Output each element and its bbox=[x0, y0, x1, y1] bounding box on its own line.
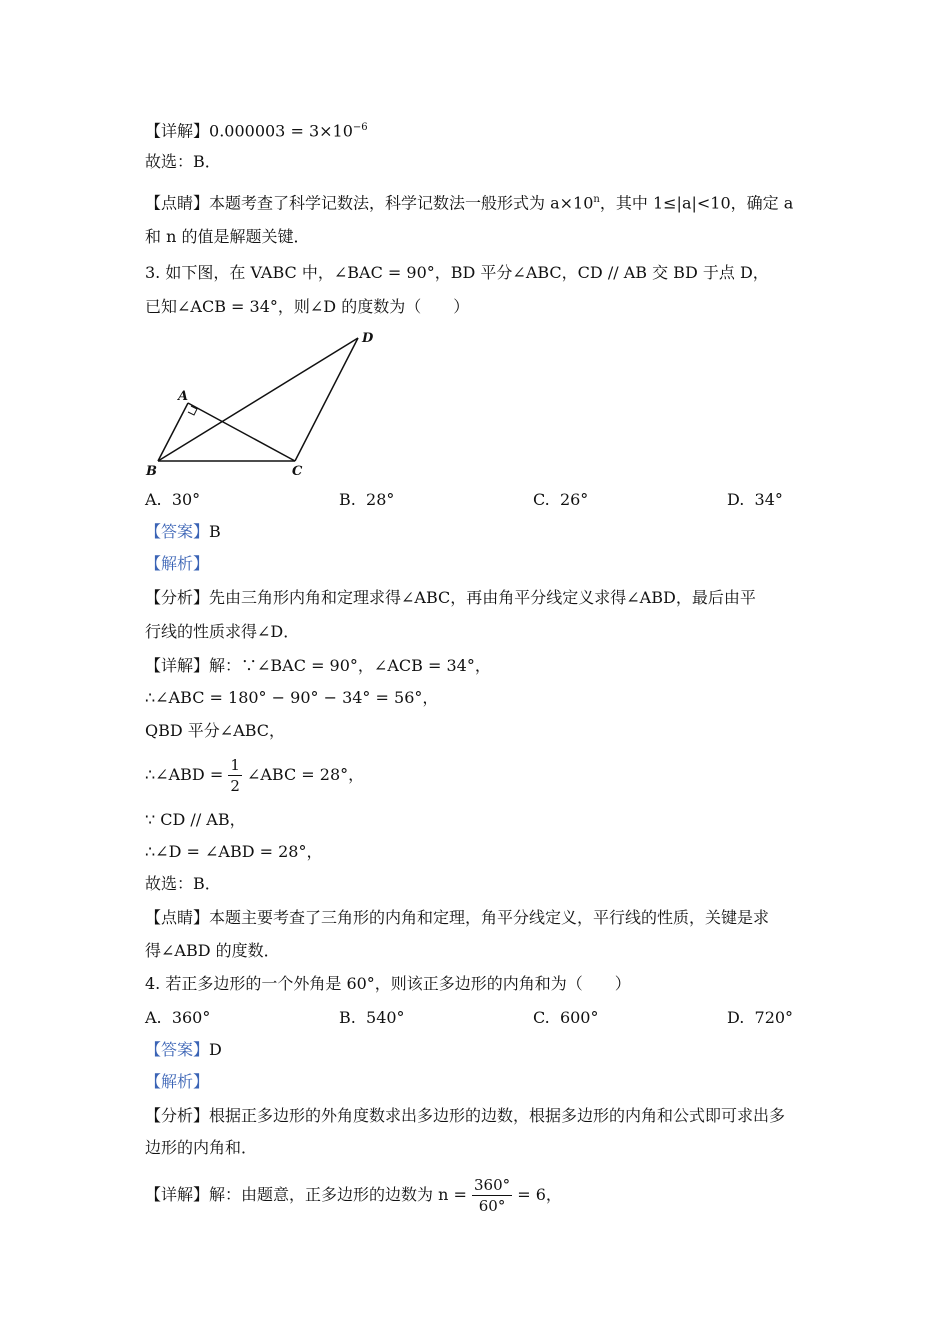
fenxi-label: 【分析】 bbox=[145, 1106, 210, 1125]
label-b: B bbox=[146, 464, 157, 479]
fenxi-label: 【分析】 bbox=[145, 588, 210, 607]
q3-stem-2: 已知∠ACB = 34°，则∠D 的度数为（ ） bbox=[145, 297, 470, 316]
option-letter: B. bbox=[339, 1008, 356, 1027]
fraction-numerator: 360° bbox=[474, 1176, 511, 1194]
option-value: 720° bbox=[754, 1008, 794, 1027]
exponent: n bbox=[593, 194, 600, 205]
option-letter: C. bbox=[533, 1008, 550, 1027]
detail-text: 解：∵∠BAC = 90°，∠ACB = 34°， bbox=[209, 656, 491, 675]
q3-detail-6: ∴∠D = ∠ABD = 28°， bbox=[145, 842, 323, 861]
q4-option-b bbox=[339, 1007, 405, 1029]
detail-text: 解：由题意，正多边形的边数为 n = bbox=[209, 1185, 467, 1204]
dianjing-tail: ，其中 1≤|a|<10，确定 a bbox=[599, 193, 794, 213]
q4-analysis-label: 【解析】 bbox=[145, 1072, 210, 1091]
q4-option-a bbox=[145, 1007, 210, 1029]
fenxi-text: 根据正多边形的外角度数求出多边形的边数，根据多边形的内角和公式即可求出多 bbox=[209, 1106, 786, 1125]
label-c: C bbox=[292, 464, 303, 479]
option-value: 360° bbox=[171, 1008, 211, 1027]
detail-text: ∴∠ABD = bbox=[145, 765, 224, 784]
option-value: 540° bbox=[366, 1008, 405, 1027]
answer-label: 【答案】 bbox=[145, 1040, 210, 1059]
detail-label: 【详解】 bbox=[145, 656, 210, 675]
q4-option-c bbox=[533, 1007, 598, 1029]
q3-dianjing-2: 得∠ABD 的度数． bbox=[145, 941, 280, 960]
option-letter: D. bbox=[727, 1008, 745, 1027]
option-letter: B. bbox=[339, 490, 356, 509]
q3-fenxi-2: 行线的性质求得∠D． bbox=[145, 622, 300, 641]
q3-option-c bbox=[533, 489, 588, 511]
choice-line: 故选：B． bbox=[145, 152, 221, 171]
q3-dianjing-1 bbox=[145, 907, 769, 929]
q3-detail-3: QBD 平分∠ABC， bbox=[145, 721, 286, 740]
q3-detail-2: ∴∠ABC = 180° − 90° − 34° = 56°， bbox=[145, 688, 439, 707]
q3-answer bbox=[145, 521, 221, 543]
option-letter: A. bbox=[145, 1008, 162, 1027]
detail-label: 【详解】 bbox=[145, 121, 210, 141]
triangle-figure bbox=[140, 325, 390, 485]
q4-option-d bbox=[727, 1007, 793, 1029]
dianjing-line bbox=[145, 189, 793, 214]
q4-detail bbox=[145, 1175, 562, 1216]
answer-value: B bbox=[209, 522, 221, 541]
q3-detail-5: ∵ CD // AB， bbox=[145, 810, 246, 829]
option-value: 30° bbox=[171, 490, 201, 509]
answer-value: D bbox=[209, 1040, 222, 1059]
fenxi-text: 先由三角形内角和定理求得∠ABC，再由角平分线定义求得∠ABD，最后由平 bbox=[209, 588, 756, 607]
option-value: 34° bbox=[754, 490, 783, 509]
detail-line bbox=[145, 117, 368, 142]
detail-label: 【详解】 bbox=[145, 1185, 210, 1204]
q3-detail-7: 故选：B． bbox=[145, 874, 221, 893]
option-value: 600° bbox=[559, 1008, 599, 1027]
q3-option-a bbox=[145, 489, 200, 511]
fraction-sides bbox=[472, 1175, 512, 1216]
q3-detail-4 bbox=[145, 755, 364, 796]
option-letter: C. bbox=[533, 490, 550, 509]
q3-option-b bbox=[339, 489, 394, 511]
q3-fenxi-1 bbox=[145, 587, 756, 609]
label-a: A bbox=[178, 389, 189, 404]
q3-stem-1: 3. 如下图，在 VABC 中，∠BAC = 90°，BD 平分∠ABC，CD // AB 交 BD 于点 D， bbox=[145, 263, 769, 282]
option-letter: A. bbox=[145, 490, 162, 509]
dianjing-text: 本题主要考查了三角形的内角和定理，角平分线定义，平行线的性质，关键是求 bbox=[209, 908, 770, 927]
q3-analysis-label: 【解析】 bbox=[145, 554, 210, 573]
fraction-numerator: 1 bbox=[230, 756, 240, 774]
dianjing-label: 【点睛】 bbox=[145, 908, 210, 927]
option-value: 26° bbox=[559, 490, 589, 509]
answer-label: 【答案】 bbox=[145, 522, 210, 541]
dianjing-line-2: 和 n 的值是解题关键． bbox=[145, 227, 310, 246]
dianjing-label: 【点睛】 bbox=[145, 193, 210, 213]
detail-math: 0.000003 = 3×10 bbox=[209, 121, 353, 141]
fraction-denominator: 2 bbox=[230, 777, 240, 795]
q3-option-d bbox=[727, 489, 783, 511]
fraction-half bbox=[228, 755, 242, 796]
option-letter: D. bbox=[727, 490, 745, 509]
q4-answer bbox=[145, 1039, 222, 1061]
label-d: D bbox=[362, 331, 374, 346]
detail-text: ∠ABC = 28°， bbox=[246, 765, 365, 784]
detail-text: = 6， bbox=[517, 1185, 562, 1204]
fraction-denominator: 60° bbox=[478, 1197, 506, 1215]
option-value: 28° bbox=[366, 490, 395, 509]
exponent: −6 bbox=[352, 122, 368, 133]
q3-detail-1 bbox=[145, 655, 491, 677]
q4-stem: 4. 若正多边形的一个外角是 60°，则该正多边形的内角和为（ ） bbox=[145, 974, 631, 993]
dianjing-text: 本题考查了科学记数法，科学记数法一般形式为 a×10 bbox=[209, 193, 594, 213]
q4-fenxi-1 bbox=[145, 1105, 785, 1127]
q4-fenxi-2: 边形的内角和． bbox=[145, 1138, 258, 1157]
segment-cd bbox=[295, 338, 358, 461]
